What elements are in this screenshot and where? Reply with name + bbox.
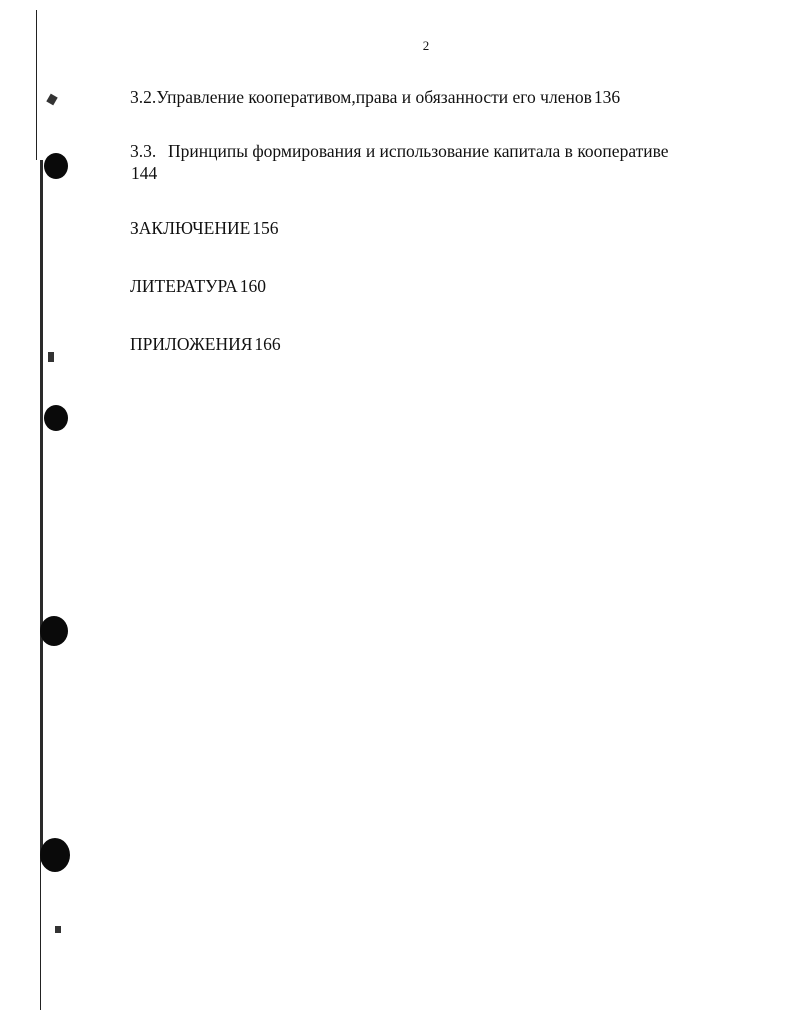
toc-entry-page: 166 bbox=[254, 333, 791, 1019]
punch-hole-shadow bbox=[40, 616, 68, 646]
toc-entry-page: 160 bbox=[240, 275, 791, 1019]
scan-speck bbox=[55, 926, 61, 933]
binder-edge bbox=[40, 860, 41, 1010]
binder-edge bbox=[36, 10, 37, 160]
toc-entry-page: 156 bbox=[252, 217, 791, 1019]
scan-speck bbox=[48, 352, 54, 362]
toc-entry-title: ЛИТЕРАТУРА bbox=[130, 276, 238, 296]
punch-hole-shadow bbox=[44, 405, 68, 431]
toc-entry bbox=[130, 140, 719, 162]
toc-entry-title: Управление кооперативом,права и обязанности его членов bbox=[156, 87, 592, 107]
toc-entry-number: 3.3. bbox=[130, 141, 157, 161]
punch-hole-shadow bbox=[40, 838, 70, 872]
page-number: 2 bbox=[422, 38, 430, 53]
toc-entry-page: 136 bbox=[594, 86, 791, 1019]
toc-entry-title: ЗАКЛЮЧЕНИЕ bbox=[130, 218, 251, 238]
toc-entry bbox=[130, 333, 719, 1019]
toc-entry-title: Принципы формирования и использование капитала в кооперативе bbox=[168, 141, 669, 161]
punch-hole-shadow bbox=[44, 153, 68, 179]
toc-entry-page: 144 bbox=[131, 162, 791, 1019]
toc-entry-number: 3.2. bbox=[130, 87, 157, 107]
binder-edge bbox=[40, 160, 43, 860]
toc-entry-title: ПРИЛОЖЕНИЯ bbox=[130, 334, 253, 354]
scan-speck bbox=[46, 94, 57, 106]
